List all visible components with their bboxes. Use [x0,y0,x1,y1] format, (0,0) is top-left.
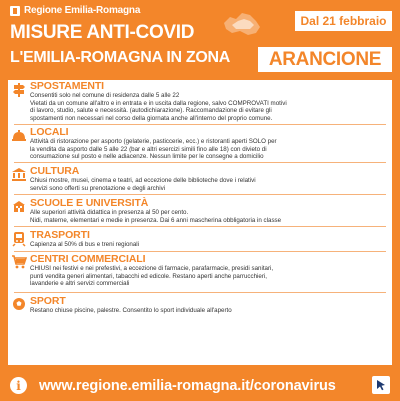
soccer-ball-icon [12,297,26,311]
section-spostamenti [8,80,392,122]
divider [14,292,386,293]
section-sport [8,295,392,315]
section-text: Chiusi mostre, musei, cinema e teatri, ad eccezione delle biblioteche dove i relativi servizi sono offerti su prenotazione e degli archivi [30,177,256,192]
section-title: CENTRI COMMERCIALI [30,253,146,265]
website-link[interactable]: www.regione.emilia-romagna.it/coronavirus [39,377,336,394]
section-title: TRASPORTI [30,229,90,241]
date-badge: Dal 21 febbraio [295,11,392,31]
section-text: Attività di ristorazione per asporto (gelaterie, pasticcerie, ecc.) e ristoranti aperti SOLO per la vendita da asporto dalle 5 alle 22 (bar e altri esercizi simili fino alle 18) con divieto di consumazione sul posto e nelle adiacenze. Nessun limite per le consegne a domicilio [30,138,277,161]
page-subtitle: L'EMILIA-ROMAGNA IN ZONA [10,49,230,66]
info-icon: i [10,377,27,394]
cloche-icon [11,128,27,142]
divider [14,194,386,195]
section-scuole [8,197,392,224]
divider [14,226,386,227]
divider [14,162,386,163]
section-locali [8,126,392,161]
section-text: Restano chiuse piscine, palestre. Consentito lo sport individuale all'aperto [30,307,232,314]
region-map-icon [222,3,262,43]
section-title: SPOSTAMENTI [30,80,104,92]
divider [14,251,386,252]
section-title: SCUOLE E UNIVERSITÀ [30,197,149,209]
section-text: Consentiti solo nel comune di residenza dalle 5 alle 22 Vietati da un comune all'altro e in entrata e in uscita dalla regione, salvo COMPROVATI motivi di lavoro, studio, salute e necessità. (autodichiarazione). Raccomandazione di evitare gli spostamenti non necessari nel corso della giornata anche all'interno del proprio comune. [30,92,287,122]
brand-name: Regione Emilia-Romagna [24,5,141,16]
brand-logo [10,5,140,16]
header [0,0,400,78]
section-text: Capienza al 50% di bus e treni regionali [30,241,140,248]
measures-panel [8,80,392,365]
arrow-sign-icon [11,82,27,98]
section-text: Alle superiori attività didattica in presenza al 50 per cento. Nidi, materne, elementari e medie in presenza. Dai 6 anni mascherina obbligatoria in classe [30,209,282,224]
school-icon [11,199,27,213]
footer [0,370,400,401]
museum-icon [11,167,27,181]
zone-badge: ARANCIONE [258,47,392,72]
section-centri-commerciali [8,253,392,288]
section-title: CULTURA [30,165,80,177]
section-trasporti [8,229,392,249]
train-icon [12,231,26,247]
section-cultura [8,165,392,192]
divider [14,124,386,125]
section-title: SPORT [30,295,66,307]
cursor-icon [372,376,390,394]
page-title: MISURE ANTI-COVID [10,22,195,43]
section-title: LOCALI [30,126,69,138]
shopping-cart-icon [11,255,27,269]
section-text: CHIUSI nei festivi e nei prefestivi, a eccezione di farmacie, parafarmacie, presidi sanitari, punti vendita generi alimentari, tabacchi ed edicole. Restano aperti anche parrucchieri, lavanderie e altri servizi commerciali [30,265,274,288]
region-emblem-icon [10,6,20,16]
